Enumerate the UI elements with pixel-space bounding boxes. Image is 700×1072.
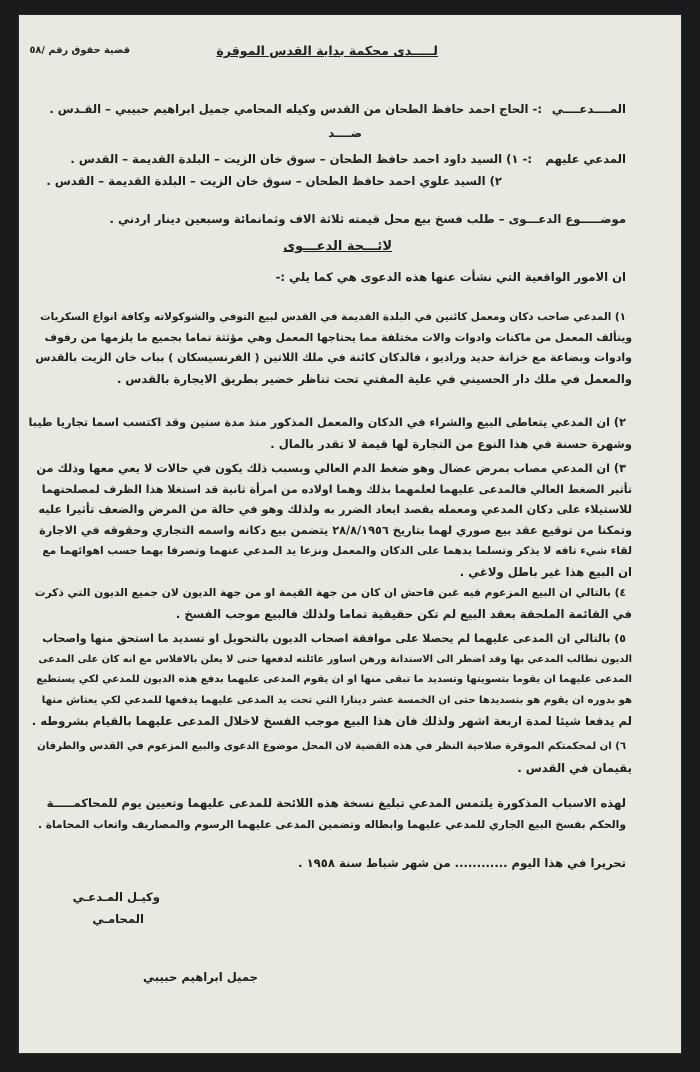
- paragraph-5-line-5: لم يدفعا شيئا لمدة اربعة اشهر ولذلك فان هذا البيع موجب الفسخ لاخلال المدعى عليهما بالقيام بشروطه .: [31, 714, 632, 728]
- paragraph-4-line-2: في القائمة الملحقة بعقد البيع لم تكن حقيقية تماما ولذلك فالبيع موجب الفسخ .: [175, 606, 632, 621]
- paragraph-5-line-3: المدعى عليهما ان يقوما بتسويتها وتسديد ما تبقى منها او ان يقوم المدعى عليهما بدفع هذه الديون للمدعي لكي يستطيع: [36, 674, 632, 685]
- paragraph-6-line-1: ٦) ان لمحكمتكم الموقرة صلاحية النظر في هذه القضية لان المحل موضوع الدعوى والبيع المزعوم في القدس والطرفان: [37, 741, 626, 752]
- paragraph-3-line-6: ان البيع هذا غير باطل ولاغي .: [459, 564, 632, 579]
- paragraph-3-line-1: ٣) ان المدعي مصاب بمرض عضال وهو ضغط الدم العالي وبسبب ذلك يكون في حالات لا يعي معها وذلك من: [36, 462, 626, 475]
- paragraph-2-line-1: ٢) ان المدعي يتعاطى البيع والشراء في الدكان والمعمل المذكور منذ مدة سنين وقد اكتسب اسما تجاريا طيبا: [28, 416, 626, 429]
- versus-label: ضــــد: [328, 126, 362, 140]
- paragraph-1-line-2: ويتألف المعمل من ماكنات وادوات والات مختلفة مما يحتاجها المعمل وهي مؤثثة تماما بجميع ما يلزمها من رفوف: [44, 330, 632, 344]
- paragraph-4-line-1: ٤) بالتالي ان البيع المزعوم فيه غبن فاحش ان كان من جهة القيمة او من جهة الديون لان جميع الديون التي ذكرت: [34, 586, 626, 599]
- paragraph-3-line-5: لقاء شيء تافه لا يذكر وتسلما يدهما على الدكان والمعمل ونزعا يد المدعي عنهما وتصرفا بهما حسب اهوائهما مع: [42, 544, 632, 557]
- document-page: [18, 14, 682, 1054]
- signature-role: المحامـي: [92, 912, 144, 926]
- paragraph-5-line-4: هو بدوره ان يقوم هو بتسديدها حتى ان الخمسة عشر دينارا التي تحت يد المدعى عليهما يدفعها للمدعي لكي يعتاش منها: [41, 694, 632, 706]
- paragraph-3-line-4: وتمكنا من توقيع عقد بيع صوري لهما بتاريخ ٢٨/٨/١٩٥٦ يتضمن بيع دكانه واسمه التجاري وحقوقه في الاجارة: [39, 523, 632, 537]
- date-line: تحريرا في هذا اليوم ............ من شهر شباط سنة ١٩٥٨ .: [298, 856, 626, 870]
- intro-line: ان الامور الواقعية التي نشأت عنها هذه الدعوى هي كما يلي :-: [275, 270, 626, 284]
- defendant-2: ٢) السيد علوي احمد حافظ الطحان – سوق خان الزيت – البلدة القديمة – القدس .: [46, 174, 502, 188]
- plaintiff-label: المــــدعــــي: [551, 102, 626, 116]
- prayer-line-1: لهذه الاسباب المذكورة يلتمس المدعي تبليغ نسخة هذه اللائحة للمدعى عليهما وتعيين يوم للمحاكمـــــة: [46, 796, 626, 810]
- defendant-1: :- ١) السيد داود احمد حافظ الطحان – سوق خان الزيت – البلدة القديمة – القدس .: [70, 152, 532, 166]
- court-heading: لـــــدى محكمة بداية القدس الموقرة: [216, 43, 438, 58]
- paragraph-3-line-3: للاستيلاء على دكان المدعي ومعمله بقصد ابعاد الضرر به ولذلك وهو في حالة من المرض والضعف تأثيرا عليه: [38, 503, 632, 516]
- signature-name: جميل ابراهيم حبيبي: [143, 970, 258, 984]
- defendants-label: المدعي عليهم: [545, 152, 626, 166]
- claim-title: لائـــحة الدعـــوى: [283, 239, 392, 254]
- paragraph-1-line-1: ١) المدعي صاحب دكان ومعمل كائنين في البلدة القديمة في القدس لبيع التوفي والشوكولاته وكافة انواع السكريات: [40, 311, 626, 323]
- paragraph-3-line-2: تأثير الضغط العالي فالمدعى عليهما لعلمهما بذلك وهما اولاده من امرأة ثانية قد استغلا هذا الظرف لمصلحتهما: [41, 482, 632, 496]
- paragraph-1-line-3: وادوات وبضاعة مع خزانة حديد وراديو ، فالدكان كائنة في ملك اللاتين ( الفرنسيسكان ) بباب خان الزيت بالقدس: [35, 351, 632, 364]
- case-number: قضية حقوق رقم /٥٨: [29, 45, 130, 56]
- paragraph-5-line-2: الديون تطالب المدعي بها وقد اضطر الى الاستدانة ورهن اساور عائلته لدفعها حتى لا يعلن بالافلاس مع انه كان على المدعى: [38, 653, 632, 665]
- plaintiff-text: :- الحاج احمد حافظ الطحان من القدس وكيله المحامي جميل ابراهيم حبيبي – القـدس .: [49, 102, 542, 116]
- subject-line: موضـــــوع الدعـــوى – طلب فسخ بيع محل قيمته ثلاثة الاف وثمانمائة وسبعين دينار اردني .: [109, 212, 626, 226]
- paragraph-5-line-1: ٥) بالتالي ان المدعى عليهما لم يحصلا على موافقة اصحاب الديون بالتحويل او تسديد ما استحق منها واصحاب: [42, 632, 626, 645]
- paragraph-2-line-2: وشهرة حسنة في هذا النوع من التجارة لها قيمة لا تقدر بالمال .: [270, 436, 632, 451]
- paragraph-1-line-4: والمعمل في ملك دار الحسيني في علية المفتي تحت تناظر خضير بطريق الايجارة بالقدس .: [116, 371, 632, 386]
- paragraph-6-line-2: يقيمان في القدس .: [517, 760, 632, 775]
- prayer-line-2: والحكم بفسخ البيع الجاري للمدعي عليهما وابطاله وتضمين المدعى عليهما الرسوم والمصاريف واتعاب المحاماة .: [37, 818, 626, 831]
- signature-title: وكيـل المـدعـي: [72, 890, 160, 904]
